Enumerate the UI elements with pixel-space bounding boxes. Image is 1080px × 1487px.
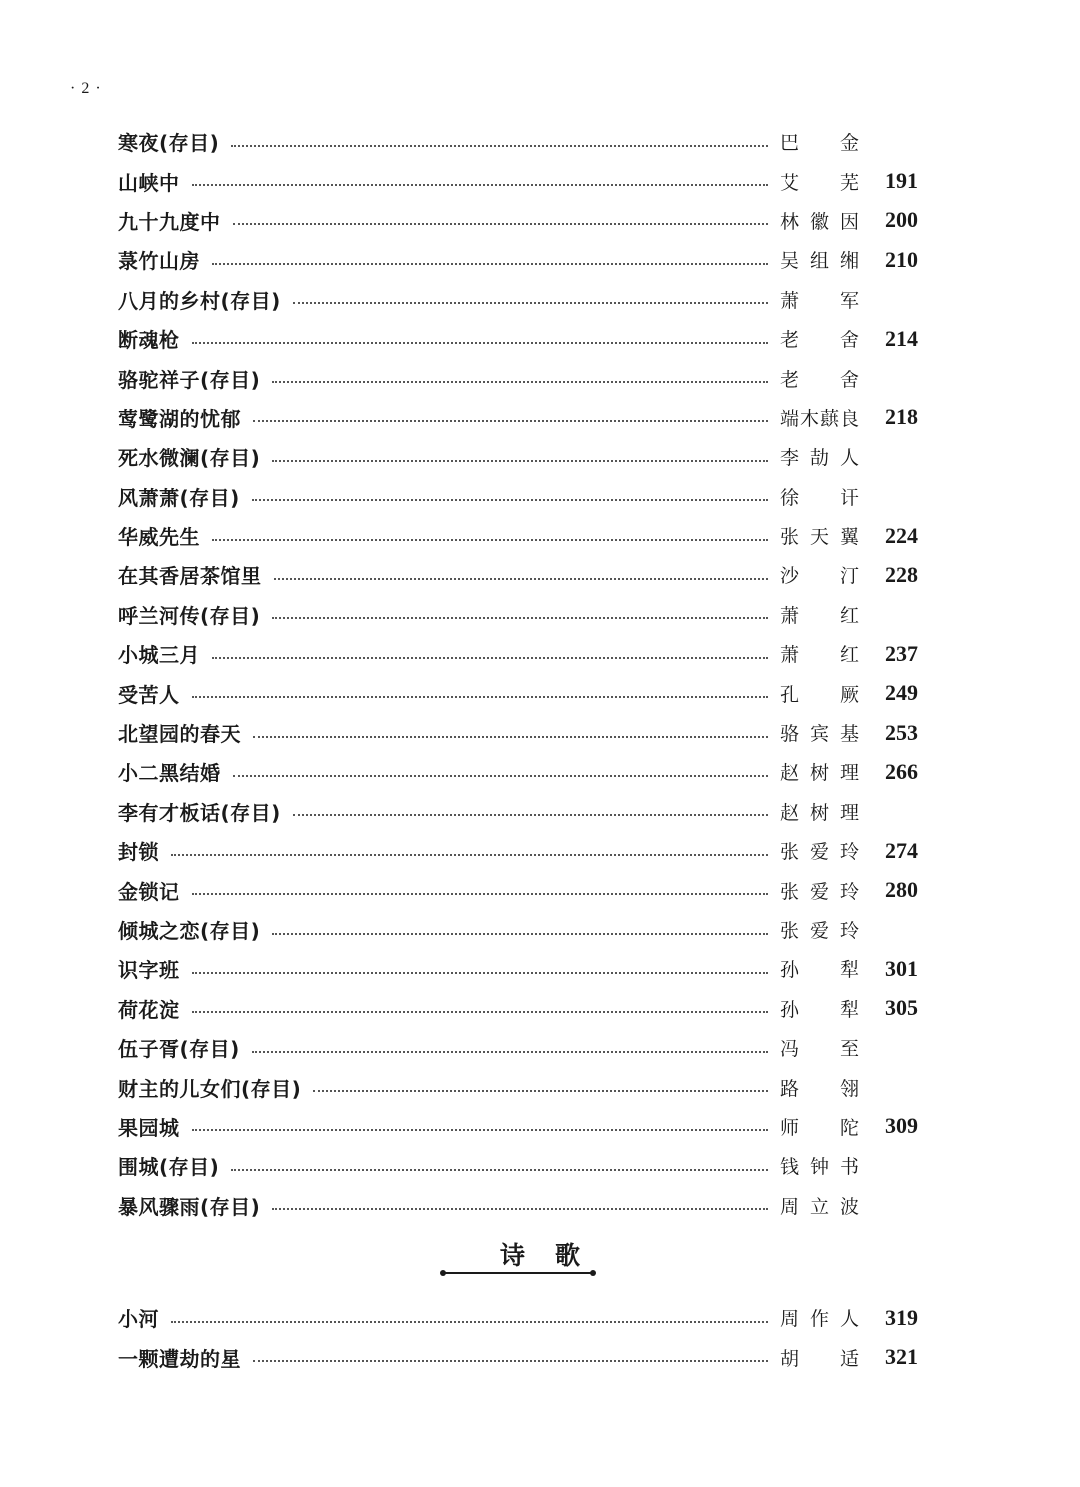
toc-entry	[118, 634, 918, 673]
toc-entry	[118, 1337, 918, 1376]
entry-title: 围城(存目)	[118, 1155, 220, 1180]
entry-page: 309	[885, 1113, 918, 1139]
dot-leader	[253, 420, 768, 422]
entry-author: 赵树理	[780, 801, 860, 824]
toc-entry	[118, 516, 918, 555]
section-header	[0, 1236, 1080, 1272]
entry-title: 小二黑结婚	[118, 761, 221, 786]
section-table-of-contents	[118, 1298, 918, 1377]
dot-leader	[272, 617, 768, 619]
toc-entry	[118, 989, 918, 1028]
entry-author: 徐讦	[780, 486, 860, 509]
entry-title: 识字班	[118, 958, 180, 983]
dot-leader	[231, 1169, 768, 1171]
toc-entry	[118, 1067, 918, 1106]
toc-entry	[118, 792, 918, 831]
table-of-contents	[118, 122, 918, 1225]
entry-page: 228	[885, 561, 918, 587]
entry-title: 风萧萧(存目)	[118, 485, 240, 510]
entry-title: 断魂枪	[118, 328, 180, 353]
toc-entry	[118, 358, 918, 397]
entry-author: 萧红	[780, 644, 860, 667]
entry-title: 菉竹山房	[118, 249, 200, 274]
entry-page: 191	[885, 168, 918, 194]
entry-page: 224	[885, 522, 918, 548]
toc-entry	[118, 713, 918, 752]
entry-page: 280	[885, 877, 918, 903]
dot-leader	[272, 460, 768, 462]
entry-title: 在其香居茶馆里	[118, 564, 262, 589]
entry-author: 艾芜	[780, 171, 860, 194]
entry-title: 八月的乡村(存目)	[118, 288, 281, 313]
entry-page: 214	[885, 325, 918, 351]
dot-leader	[171, 854, 768, 856]
toc-entry	[118, 1146, 918, 1185]
dot-leader	[272, 1208, 768, 1210]
dot-leader	[171, 1321, 768, 1323]
entry-author: 张爱玲	[780, 841, 860, 864]
entry-author: 端木蕻良	[780, 407, 861, 430]
entry-title: 莺鹭湖的忧郁	[118, 406, 241, 431]
entry-page: 319	[885, 1304, 918, 1330]
entry-page: 200	[885, 207, 918, 233]
entry-title: 寒夜(存目)	[118, 131, 220, 156]
entry-author: 萧军	[780, 289, 860, 312]
entry-title: 小河	[118, 1307, 159, 1332]
toc-entry	[118, 477, 918, 516]
entry-author: 吴组缃	[780, 250, 860, 273]
dot-leader	[272, 933, 768, 935]
toc-entry	[118, 910, 918, 949]
entry-author: 张天翼	[780, 526, 860, 549]
toc-entry	[118, 1298, 918, 1337]
entry-page: 301	[885, 955, 918, 981]
entry-title: 李有才板话(存目)	[118, 800, 281, 825]
entry-title: 山峡中	[118, 170, 180, 195]
dot-leader	[253, 1360, 768, 1362]
toc-entry	[118, 161, 918, 200]
dot-leader	[231, 145, 768, 147]
entry-author: 孙犁	[780, 998, 860, 1021]
entry-title: 一颗遭劫的星	[118, 1346, 241, 1371]
toc-entry	[118, 555, 918, 594]
toc-entry	[118, 398, 918, 437]
dot-leader	[192, 184, 769, 186]
entry-title: 小城三月	[118, 643, 200, 668]
entry-title: 倾城之恋(存目)	[118, 919, 261, 943]
entry-author: 师陀	[780, 1116, 860, 1139]
entry-title: 暴风骤雨(存目)	[118, 1194, 261, 1219]
entry-author: 冯至	[780, 1038, 860, 1061]
toc-entry	[118, 240, 918, 279]
entry-page: 253	[885, 719, 918, 745]
dot-leader	[252, 1051, 768, 1053]
dot-leader	[253, 736, 768, 738]
toc-entry	[118, 437, 918, 476]
entry-page: 218	[885, 404, 918, 430]
entry-title: 封锁	[118, 840, 159, 865]
entry-title: 伍子胥(存目)	[118, 1037, 240, 1062]
section-divider	[443, 1272, 593, 1274]
toc-entry	[118, 122, 918, 161]
entry-author: 路翎	[780, 1077, 860, 1100]
toc-entry	[118, 949, 918, 988]
toc-entry	[118, 280, 918, 319]
dot-leader	[293, 302, 768, 304]
entry-author: 周立波	[780, 1195, 860, 1218]
entry-author: 周作人	[780, 1308, 860, 1331]
entry-page: 210	[885, 246, 918, 272]
entry-author: 骆宾基	[780, 723, 860, 746]
toc-entry	[118, 673, 918, 712]
entry-title: 骆驼祥子(存目)	[118, 367, 261, 392]
toc-entry	[118, 1107, 918, 1146]
entry-author: 孔厥	[780, 683, 860, 706]
entry-title: 九十九度中	[118, 209, 221, 234]
entry-author: 孙犁	[780, 959, 860, 982]
entry-title: 受苦人	[118, 682, 180, 707]
entry-page: 237	[885, 640, 918, 666]
entry-title: 荷花淀	[118, 997, 180, 1022]
entry-author: 钱钟书	[780, 1156, 860, 1179]
toc-entry	[118, 595, 918, 634]
dot-leader	[212, 539, 768, 541]
entry-page: 274	[885, 837, 918, 863]
entry-page: 305	[885, 995, 918, 1021]
entry-title: 华威先生	[118, 525, 200, 550]
dot-leader	[192, 1129, 769, 1131]
dot-leader	[192, 342, 769, 344]
entry-author: 李劼人	[780, 447, 860, 470]
entry-title: 果园城	[118, 1115, 180, 1140]
entry-title: 死水微澜(存目)	[118, 446, 261, 471]
entry-author: 胡适	[780, 1347, 860, 1370]
entry-author: 张爱玲	[780, 920, 860, 942]
dot-leader	[212, 657, 768, 659]
entry-title: 财主的儿女们(存目)	[118, 1076, 302, 1101]
toc-entry	[118, 319, 918, 358]
dot-leader	[192, 972, 769, 974]
toc-entry	[118, 1186, 918, 1225]
dot-leader	[293, 814, 768, 816]
dot-leader	[274, 578, 769, 580]
toc-entry	[118, 831, 918, 870]
entry-author: 林徽因	[780, 210, 860, 233]
entry-page: 321	[885, 1344, 918, 1370]
toc-entry	[118, 870, 918, 909]
dot-leader	[212, 263, 768, 265]
dot-leader	[233, 223, 769, 225]
dot-leader	[192, 893, 769, 895]
entry-title: 北望园的春天	[118, 722, 241, 747]
dot-leader	[192, 1011, 769, 1013]
dot-leader	[272, 381, 768, 383]
toc-entry	[118, 201, 918, 240]
entry-title: 金锁记	[118, 879, 180, 904]
entry-author: 沙汀	[780, 565, 860, 588]
dot-leader	[252, 499, 768, 501]
toc-entry	[118, 1028, 918, 1067]
entry-title: 呼兰河传(存目)	[118, 603, 261, 628]
entry-author: 张爱玲	[780, 880, 860, 903]
entry-author: 老舍	[780, 329, 860, 352]
entry-author: 赵树理	[780, 762, 860, 785]
entry-author: 萧红	[780, 604, 860, 627]
entry-author: 老舍	[780, 368, 860, 391]
dot-leader	[313, 1090, 768, 1092]
page-number: · 2 ·	[70, 80, 102, 97]
entry-page: 266	[885, 758, 918, 784]
entry-author: 巴金	[780, 132, 860, 155]
toc-entry	[118, 752, 918, 791]
entry-page: 249	[885, 680, 918, 706]
section-title: 诗歌	[499, 1241, 610, 1270]
dot-leader	[233, 775, 769, 777]
dot-leader	[192, 696, 769, 698]
